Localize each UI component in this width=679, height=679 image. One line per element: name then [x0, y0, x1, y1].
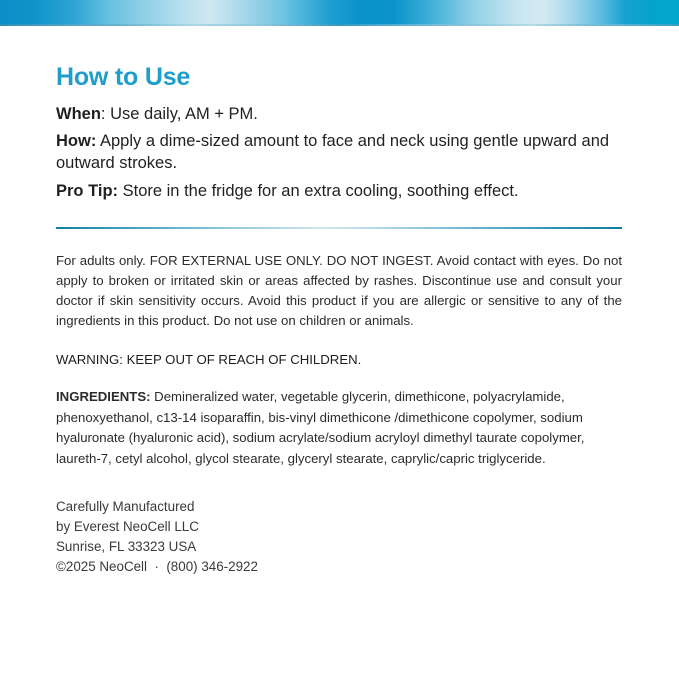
howto-label-how: How: [56, 132, 97, 151]
safety-fineprint: For adults only. FOR EXTERNAL USE ONLY. DO NOT INGEST. Avoid contact with eyes. Do not apply to broken or irritated skin or areas affected by rashes. Discontinue use and consult your doctor if skin sensitivity occurs. Avoid this product if you are allergic or sensitive to any of the ingredients in this product. Do not use on children or animals. [56, 253, 622, 329]
howto-text-when: Use daily, AM + PM. [105, 104, 258, 123]
howto-line-how [56, 131, 623, 175]
howto-label-when-suffix: : [100, 104, 106, 123]
manufacturer-footer [56, 497, 623, 577]
howto-line-when [56, 104, 623, 126]
howto-text-protip: Store in the fridge for an extra cooling, soothing effect. [118, 182, 519, 201]
footer-line-address: Sunrise, FL 33323 USA [56, 539, 197, 555]
how-to-use-list [56, 104, 623, 204]
howto-line-protip [56, 181, 623, 203]
ingredients-text: Demineralized water, vegetable glycerin, dimethicone, polyacrylamide, phenoxyethanol, c13-14 isoparaffin, bis-vinyl dimethicone /dimethicone copolymer, sodium hyaluronate (hyaluronic acid), sodium acrylate/sodium acryloyl dimethyl taurate copolymer, laureth-7, cetyl alcohol, glycol stearate, glyceryl stearate, caprylic/capric triglyceride. [56, 389, 585, 466]
page-title: How to Use [56, 63, 191, 91]
ingredients-paragraph [56, 387, 616, 469]
section-divider [56, 227, 622, 229]
howto-label-when: When [56, 104, 101, 123]
footer-line-manufactured: Carefully Manufactured [56, 499, 195, 515]
warning-statement: WARNING: KEEP OUT OF REACH OF CHILDREN. [56, 351, 362, 367]
howto-text-how: Apply a dime-sized amount to face and neck using gentle upward and outward strokes. [56, 132, 610, 173]
howto-label-protip: Pro Tip: [56, 182, 119, 201]
ingredients-label: INGREDIENTS: [56, 389, 151, 405]
footer-line-company: by Everest NeoCell LLC [56, 519, 199, 535]
footer-line-copyright-phone: ©2025 NeoCell · (800) 346-2922 [56, 559, 258, 575]
